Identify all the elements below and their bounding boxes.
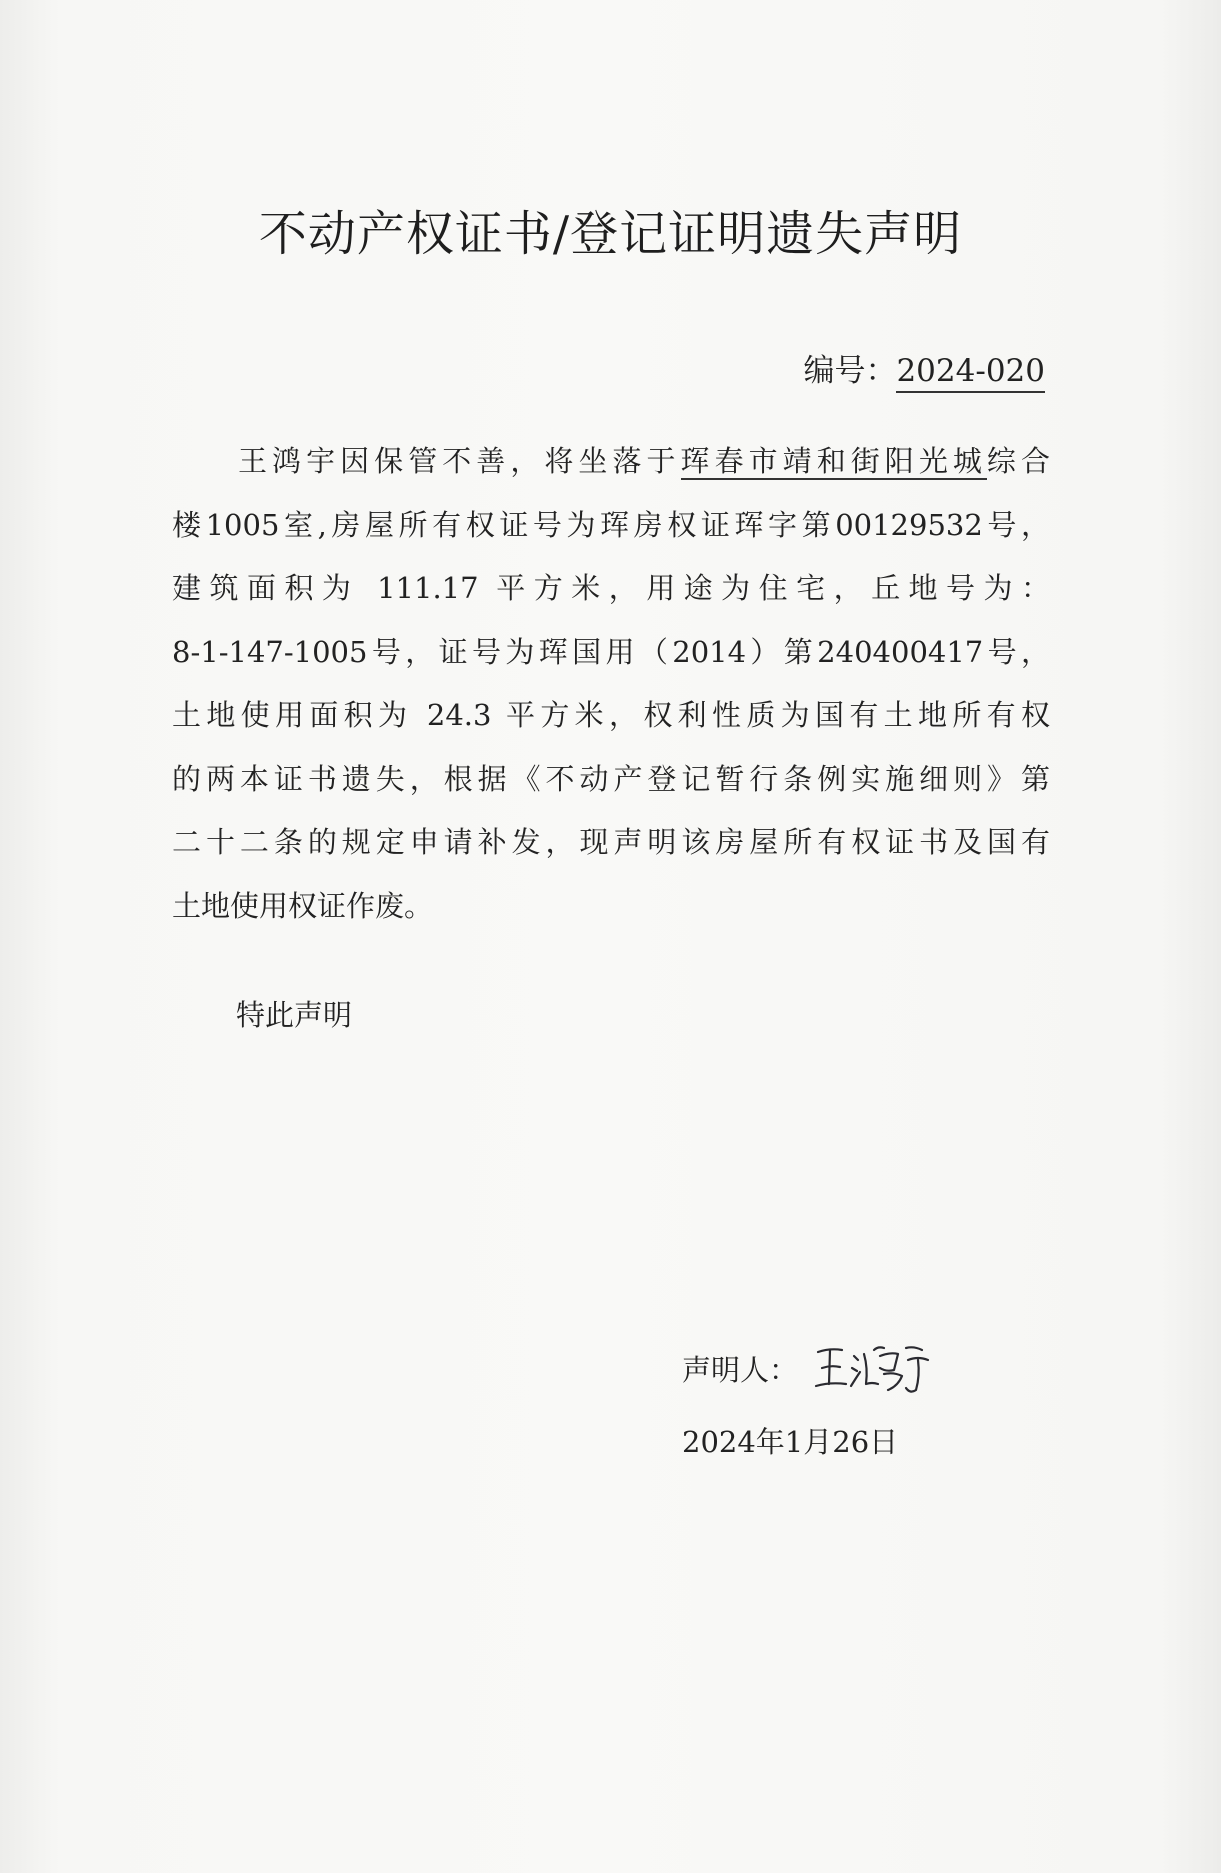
body-line-text: 王鸿宇因保管不善，将坐落于 (238, 444, 681, 478)
body-line: 楼1005室,房屋所有权证号为珲房权证珲字第00129532号， (172, 507, 1050, 542)
document-number (803, 345, 1045, 390)
closing-statement: 特此声明 (236, 998, 353, 1032)
document-number-label: 编号： (803, 353, 897, 389)
declaration-date: 2024年1月26日 (682, 1425, 899, 1459)
body-line-text: 综合 (986, 444, 1050, 478)
document-number-value: 2024-020 (896, 353, 1045, 393)
body-line: 建筑面积为 111.17 平方米，用途为住宅，丘地号为： (172, 571, 1050, 605)
statement-body (172, 430, 1050, 938)
body-line: 土地使用面积为 24.3 平方米，权利性质为国有土地所有权 (172, 698, 1050, 732)
body-line: 二十二条的规定申请补发，现声明该房屋所有权证书及国有 (172, 825, 1050, 859)
body-line: 土地使用权证作废。 (172, 888, 434, 923)
property-location: 珲春市靖和街阳光城 (680, 444, 987, 478)
declarant-label: 声明人： (682, 1353, 799, 1387)
body-line: 的两本证书遗失，根据《不动产登记暂行条例实施细则》第 (172, 761, 1050, 796)
handwritten-signature (814, 1338, 934, 1398)
document-title: 不动产权证书/登记证明遗失声明 (258, 206, 963, 262)
body-line: 8-1-147-1005号，证号为珲国用（2014）第240400417号， (172, 634, 1050, 669)
body-line (172, 430, 1050, 494)
